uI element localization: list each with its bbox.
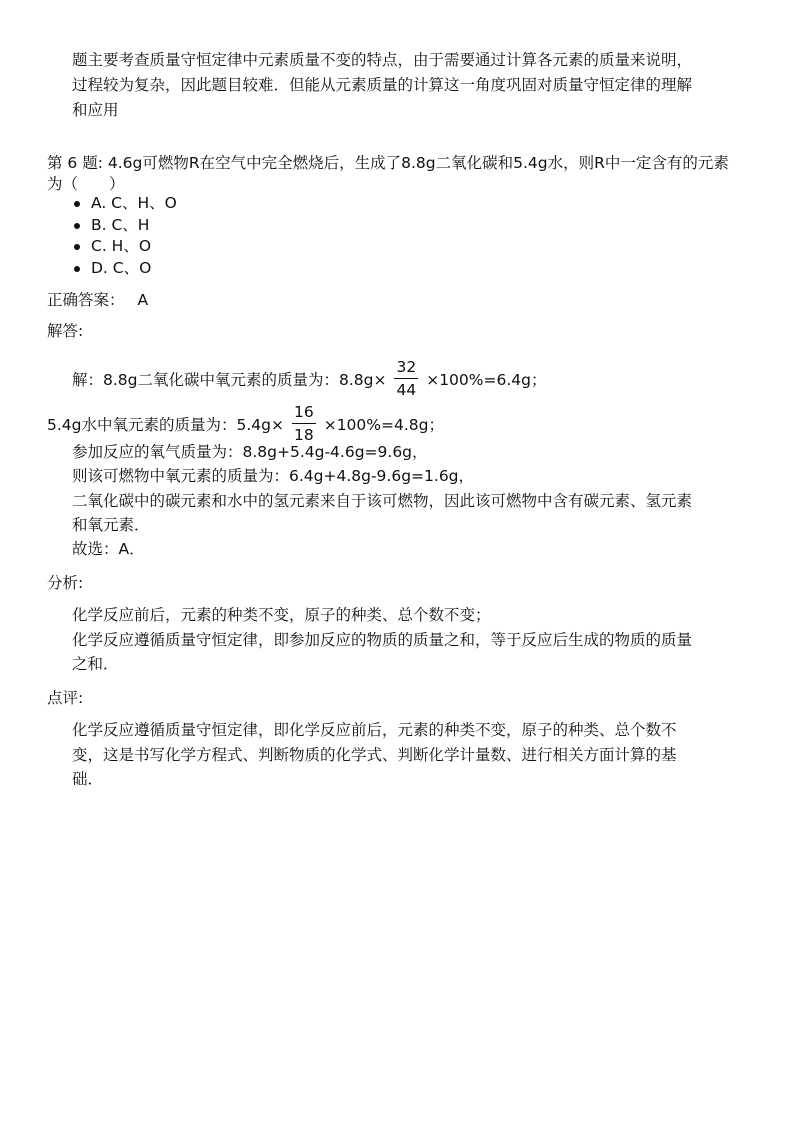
intro-line-3: 和应用: [72, 101, 119, 119]
step-2-suffix: ×100%=4.8g；: [323, 416, 444, 434]
option-item-c: [47, 236, 177, 258]
option-label: D. C、O: [91, 258, 152, 277]
analysis-line-1: 化学反应前后，元素的种类不变，原子的种类、总个数不变；: [72, 606, 491, 624]
solution-step-5b: 和氧元素．: [72, 516, 150, 534]
comment-line-3: 础．: [72, 770, 104, 788]
analysis-heading: 分析:: [47, 574, 84, 592]
fraction-denominator: 44: [396, 381, 417, 399]
option-item-b: [47, 215, 177, 237]
question-stem-line-1: 第 6 题: 4.6g可燃物R在空气中完全燃烧后，生成了8.8g二氧化碳和5.4g水，则R中一定含有的元素: [47, 154, 729, 172]
solution-step-1: [72, 360, 546, 401]
step-1-text: 解：8.8g二氧化碳中氧元素的质量为：8.8g×: [72, 371, 387, 389]
analysis-line-2: 化学反应遵循质量守恒定律，即参加反应的物质的质量之和，等于反应后生成的物质的质量: [72, 631, 693, 649]
fraction-denominator: 18: [293, 426, 314, 444]
comment-heading: 点评:: [47, 689, 84, 707]
fraction-32-44: [394, 358, 418, 399]
option-label: B. C、H: [91, 215, 150, 234]
solution-step-2: [47, 405, 444, 446]
answer-options-list: [47, 193, 177, 279]
bullet-icon: [74, 223, 80, 229]
option-item-d: [47, 258, 177, 280]
solution-step-5a: 二氧化碳中的碳元素和水中的氢元素来自于该可燃物，因此该可燃物中含有碳元素、氢元素: [72, 492, 693, 510]
fraction-numerator: 16: [292, 403, 316, 424]
solution-step-3: 参加反应的氧气质量为：8.8g+5.4g-4.6g=9.6g，: [72, 443, 428, 461]
solution-step-6: 故选：A．: [72, 540, 145, 558]
option-label: C. H、O: [91, 237, 152, 255]
option-label: A. C、H、O: [91, 194, 177, 212]
bullet-icon: [74, 244, 80, 250]
intro-line-2: 过程较为复杂，因此题目较难．但能从元素质量的计算这一角度巩固对质量守恒定律的理解: [72, 76, 693, 94]
bullet-icon: [74, 201, 80, 207]
intro-line-1: 题主要考查质量守恒定律中元素质量不变的特点，由于需要通过计算各元素的质量来说明，: [72, 51, 693, 69]
correct-answer: [47, 289, 148, 311]
fraction-16-18: [292, 403, 316, 444]
bullet-icon: [74, 266, 80, 272]
option-item-a: [47, 193, 177, 215]
question-stem-line-2: 为（ ）: [47, 175, 125, 193]
correct-answer-label: 正确答案：: [47, 291, 125, 309]
step-2-text: 5.4g水中氧元素的质量为：5.4g×: [47, 416, 284, 434]
fraction-numerator: 32: [394, 358, 418, 379]
solution-step-4: 则该可燃物中氧元素的质量为：6.4g+4.8g-9.6g=1.6g，: [72, 467, 475, 485]
correct-answer-value: A: [137, 291, 149, 309]
solution-heading: 解答:: [47, 322, 84, 340]
analysis-line-3: 之和．: [72, 655, 119, 673]
step-1-suffix: ×100%=6.4g；: [426, 371, 547, 389]
comment-line-1: 化学反应遵循质量守恒定律，即化学反应前后，元素的种类不变，原子的种类、总个数不: [72, 721, 677, 739]
comment-line-2: 变，这是书写化学方程式、判断物质的化学式、判断化学计量数、进行相关方面计算的基: [72, 746, 677, 764]
